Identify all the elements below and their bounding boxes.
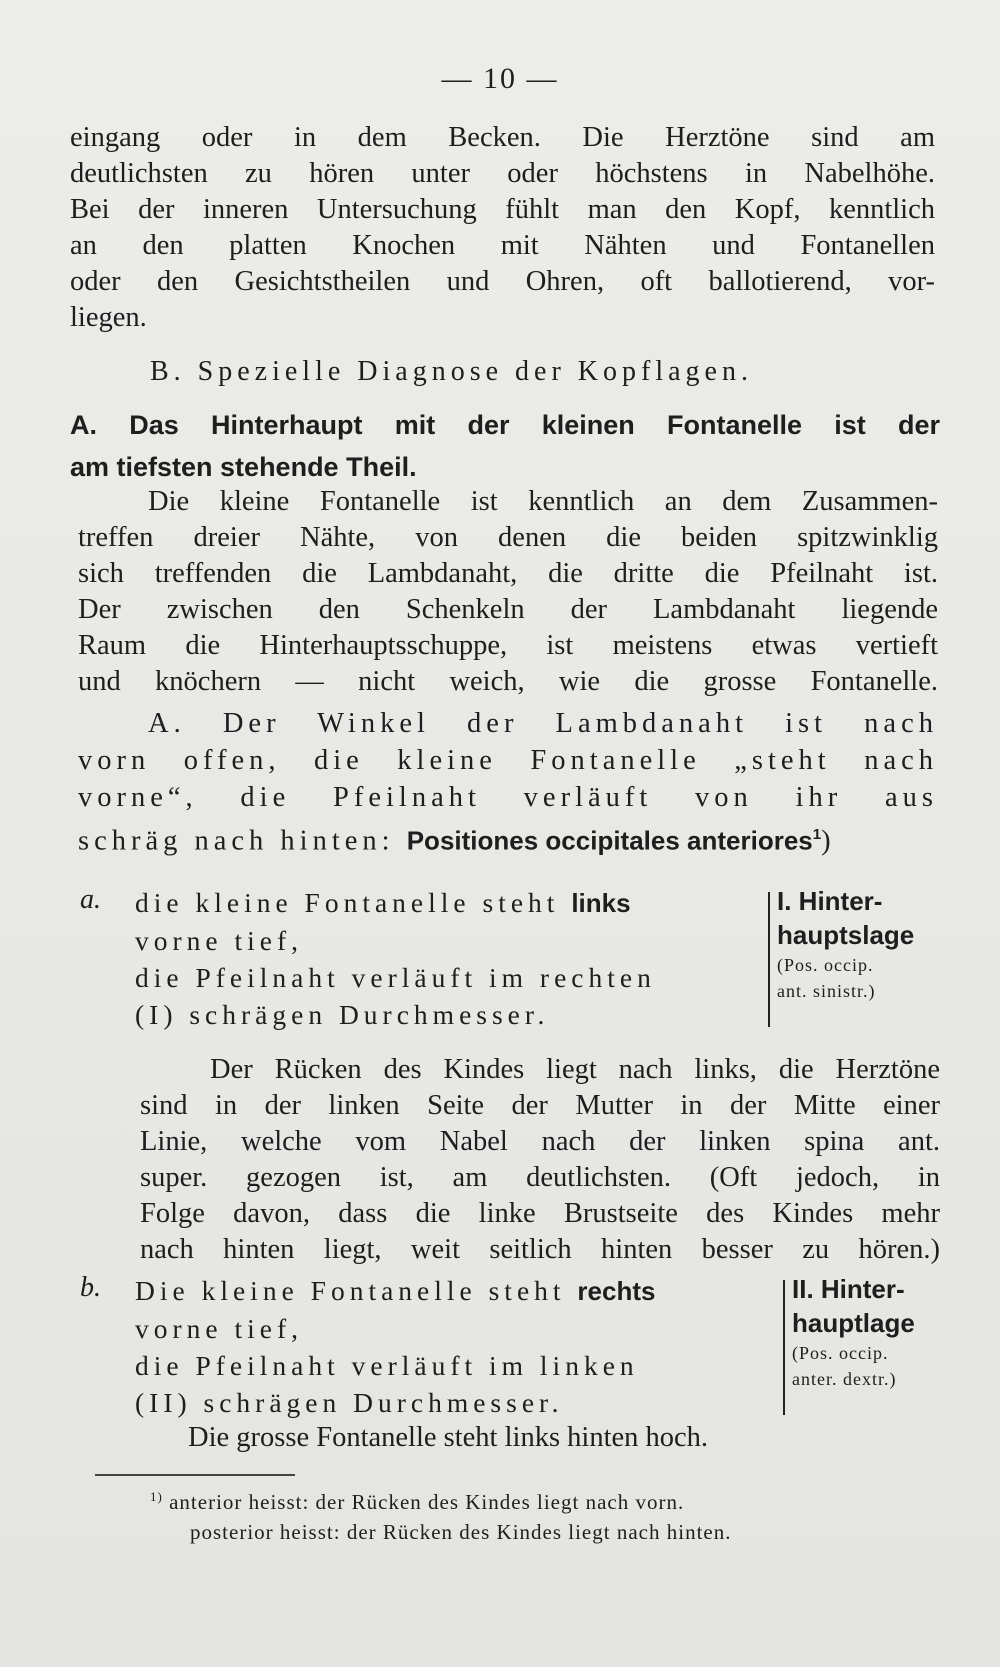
text-line: Linie, welche vom Nabel nach der linken spina ant. <box>140 1126 940 1157</box>
text-line: (I) schrägen Durchmesser. <box>135 999 550 1030</box>
text-line: Bei der inneren Untersuchung fühlt man den Kopf, kenntlich <box>70 194 935 225</box>
position-title: hauptslage <box>777 920 915 950</box>
text-fragment: die kleine Fontanelle steht <box>135 887 560 918</box>
text-fragment: ) <box>821 825 836 857</box>
case-text <box>135 1272 765 1421</box>
text-line: Die grosse Fontanelle steht links hinten hoch. <box>188 1422 709 1453</box>
position-note: ant. sinistr.) <box>777 981 876 1001</box>
text-line: und knöchern — nicht weich, wie die grosse Fontanelle. <box>78 666 938 697</box>
lambda-paragraph <box>78 705 938 860</box>
text-fragment: Die kleine Fontanelle steht <box>135 1275 566 1306</box>
position-title: II. Hinter- <box>792 1274 905 1304</box>
footnote-line <box>150 1482 731 1517</box>
footnote-text: anterior heisst: der Rücken des Kindes liegt nach vorn. <box>169 1490 685 1514</box>
case-text <box>135 884 755 1033</box>
text-line: vorne tief, <box>135 1313 304 1344</box>
closing-line <box>188 1420 948 1456</box>
text-line: eingang oder in dem Becken. Die Herztöne sind am <box>70 122 935 153</box>
position-label <box>792 1272 915 1392</box>
footnote-ref: 1 <box>812 826 822 843</box>
position-note: (Pos. occip. <box>777 955 874 975</box>
bold-direction: links <box>571 888 631 918</box>
footnote <box>150 1482 731 1547</box>
heading-line: am tiefsten stehende Theil. <box>70 452 417 482</box>
text-line <box>135 1272 765 1310</box>
bold-direction: rechts <box>577 1276 656 1306</box>
section-heading <box>70 404 940 488</box>
text-line: Raum die Hinterhauptsschuppe, ist meistens etwas vertieft <box>78 630 938 661</box>
position-title: hauptlage <box>792 1308 915 1338</box>
brace <box>777 1280 785 1415</box>
bold-term: Positiones occipitales anteriores <box>406 825 813 856</box>
text-line: Der Rücken des Kindes liegt nach links, die Herztöne <box>210 1054 940 1085</box>
heading-line: A. Das Hinterhaupt mit der kleinen Fontanelle ist der <box>70 410 940 440</box>
subheading: B. Spezielle Diagnose der Kopflagen. <box>150 356 753 387</box>
text-line <box>78 816 938 860</box>
text-line <box>135 884 755 922</box>
case-a <box>80 884 940 1044</box>
text-line: treffen dreier Nähte, von denen die beiden spitzwinklig <box>78 522 938 553</box>
text-line: Die kleine Fontanelle ist kenntlich an dem Zusammen- <box>148 486 938 517</box>
position-note: anter. dextr.) <box>792 1369 897 1389</box>
position-note: (Pos. occip. <box>792 1343 889 1363</box>
text-line: A. Der Winkel der Lambdanaht ist nach <box>148 708 938 739</box>
text-line: nach hinten liegt, weit seitlich hinten besser zu hören.) <box>140 1234 940 1265</box>
text-line: (II) schrägen Durchmesser. <box>135 1387 564 1418</box>
text-line: Folge davon, dass die linke Brustseite des Kindes mehr <box>140 1198 940 1229</box>
position-label <box>777 884 914 1004</box>
footnote-line: posterior heisst: der Rücken des Kindes liegt nach hinten. <box>190 1520 732 1544</box>
fontanelle-paragraph <box>78 484 938 700</box>
text-line: vorn offen, die kleine Fontanelle „steht nach <box>78 745 938 776</box>
case-b <box>80 1272 940 1432</box>
text-line: super. gezogen ist, am deutlichsten. (Oft jedoch, in <box>140 1162 940 1193</box>
brace <box>762 892 770 1027</box>
text-fragment: schräg nach hinten: <box>78 825 395 857</box>
text-line: an den platten Knochen mit Nähten und Fontanellen <box>70 230 935 261</box>
text-line: die Pfeilnaht verläuft im rechten <box>135 962 656 993</box>
text-line: deutlichsten zu hören unter oder höchstens in Nabelhöhe. <box>70 158 935 189</box>
text-line: vorne“, die Pfeilnaht verläuft von ihr aus <box>78 782 938 813</box>
text-line: sich treffenden die Lambdanaht, die dritte die Pfeilnaht ist. <box>78 558 938 589</box>
page-number: — 10 — <box>441 62 559 95</box>
case-label: a. <box>80 884 101 915</box>
text-line: vorne tief, <box>135 925 304 956</box>
text-line: liegen. <box>70 302 147 333</box>
text-line: oder den Gesichtstheilen und Ohren, oft ballotierend, vor- <box>70 266 935 297</box>
back-paragraph <box>140 1052 940 1268</box>
footnote-rule <box>95 1474 295 1476</box>
text-line: sind in der linken Seite der Mutter in der Mitte einer <box>140 1090 940 1121</box>
case-label: b. <box>80 1272 101 1303</box>
intro-paragraph <box>70 120 935 336</box>
text-line: Der zwischen den Schenkeln der Lambdanaht liegende <box>78 594 938 625</box>
position-title: I. Hinter- <box>777 886 883 916</box>
footnote-mark: 1) <box>150 1489 163 1504</box>
text-line: die Pfeilnaht verläuft im linken <box>135 1350 639 1381</box>
